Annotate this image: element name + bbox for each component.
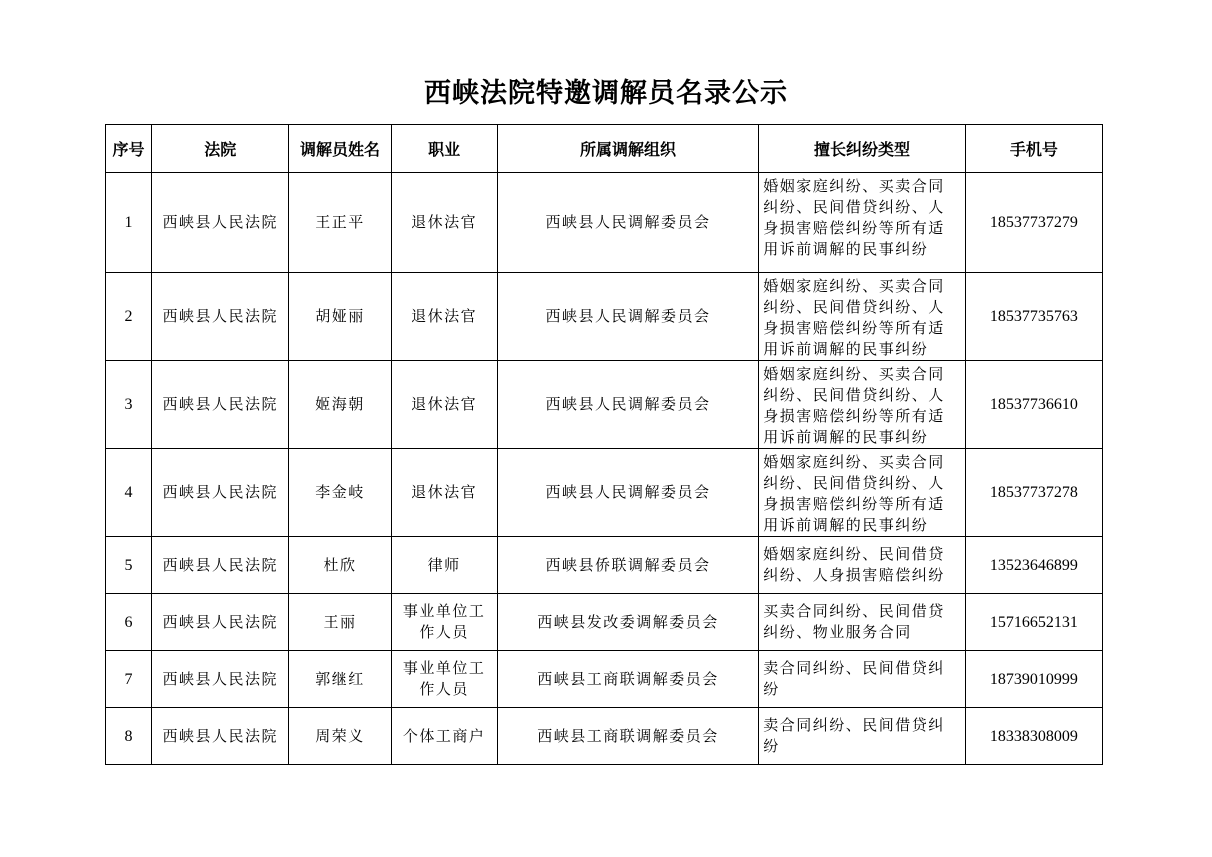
cell-dispute-types: 婚姻家庭纠纷、买卖合同纠纷、民间借贷纠纷、人身损害赔偿纠纷等所有适用诉前调解的民事纠纷: [759, 273, 965, 361]
cell-dispute-types: 婚姻家庭纠纷、民间借贷纠纷、人身损害赔偿纠纷: [759, 537, 965, 594]
header-dispute-types: 擅长纠纷类型: [759, 125, 965, 173]
cell-dispute-types: 卖合同纠纷、民间借贷纠纷: [759, 708, 965, 765]
table-row: [106, 537, 1103, 594]
cell-mediator-name: 周荣义: [289, 708, 391, 765]
cell-phone: 18537737279: [965, 173, 1102, 273]
cell-serial: 7: [106, 651, 152, 708]
cell-phone: 18739010999: [965, 651, 1102, 708]
cell-court: 西峡县人民法院: [152, 361, 289, 449]
header-occupation: 职业: [391, 125, 497, 173]
cell-occupation: 事业单位工作人员: [391, 594, 497, 651]
header-mediator-name: 调解员姓名: [289, 125, 391, 173]
table-row: [106, 173, 1103, 273]
cell-dispute-types: 买卖合同纠纷、民间借贷纠纷、物业服务合同: [759, 594, 965, 651]
table-row: [106, 273, 1103, 361]
cell-mediator-name: 杜欣: [289, 537, 391, 594]
cell-dispute-types: 婚姻家庭纠纷、买卖合同纠纷、民间借贷纠纷、人身损害赔偿纠纷等所有适用诉前调解的民事纠纷: [759, 361, 965, 449]
table-row: [106, 361, 1103, 449]
cell-organization: 西峡县侨联调解委员会: [497, 537, 759, 594]
cell-serial: 3: [106, 361, 152, 449]
cell-organization: 西峡县人民调解委员会: [497, 273, 759, 361]
cell-serial: 2: [106, 273, 152, 361]
header-court: 法院: [152, 125, 289, 173]
cell-phone: 18537736610: [965, 361, 1102, 449]
cell-organization: 西峡县人民调解委员会: [497, 449, 759, 537]
cell-occupation: 个体工商户: [391, 708, 497, 765]
cell-phone: 18338308009: [965, 708, 1102, 765]
page-title: 西峡法院特邀调解员名录公示: [424, 78, 788, 109]
cell-mediator-name: 姬海朝: [289, 361, 391, 449]
cell-occupation: 事业单位工作人员: [391, 651, 497, 708]
cell-organization: 西峡县工商联调解委员会: [497, 651, 759, 708]
cell-serial: 8: [106, 708, 152, 765]
cell-court: 西峡县人民法院: [152, 273, 289, 361]
header-organization: 所属调解组织: [497, 125, 759, 173]
cell-occupation: 律师: [391, 537, 497, 594]
cell-dispute-types: 卖合同纠纷、民间借贷纠纷: [759, 651, 965, 708]
cell-phone: 15716652131: [965, 594, 1102, 651]
cell-court: 西峡县人民法院: [152, 449, 289, 537]
cell-mediator-name: 胡娅丽: [289, 273, 391, 361]
cell-court: 西峡县人民法院: [152, 594, 289, 651]
cell-organization: 西峡县发改委调解委员会: [497, 594, 759, 651]
cell-occupation: 退休法官: [391, 449, 497, 537]
cell-organization: 西峡县人民调解委员会: [497, 361, 759, 449]
cell-mediator-name: 李金岐: [289, 449, 391, 537]
cell-dispute-types: 婚姻家庭纠纷、买卖合同纠纷、民间借贷纠纷、人身损害赔偿纠纷等所有适用诉前调解的民事纠纷: [759, 449, 965, 537]
cell-organization: 西峡县人民调解委员会: [497, 173, 759, 273]
cell-court: 西峡县人民法院: [152, 173, 289, 273]
cell-occupation: 退休法官: [391, 173, 497, 273]
cell-court: 西峡县人民法院: [152, 708, 289, 765]
cell-occupation: 退休法官: [391, 273, 497, 361]
table-row: [106, 708, 1103, 765]
table-row: [106, 594, 1103, 651]
cell-mediator-name: 王正平: [289, 173, 391, 273]
table-header-row: [106, 125, 1103, 173]
cell-occupation: 退休法官: [391, 361, 497, 449]
cell-court: 西峡县人民法院: [152, 651, 289, 708]
cell-serial: 1: [106, 173, 152, 273]
header-phone: 手机号: [965, 125, 1102, 173]
cell-phone: 18537735763: [965, 273, 1102, 361]
table-row: [106, 449, 1103, 537]
table-row: [106, 651, 1103, 708]
cell-phone: 18537737278: [965, 449, 1102, 537]
cell-serial: 5: [106, 537, 152, 594]
cell-dispute-types: 婚姻家庭纠纷、买卖合同纠纷、民间借贷纠纷、人身损害赔偿纠纷等所有适用诉前调解的民事纠纷: [759, 173, 965, 273]
cell-organization: 西峡县工商联调解委员会: [497, 708, 759, 765]
cell-mediator-name: 郭继红: [289, 651, 391, 708]
header-serial: 序号: [106, 125, 152, 173]
cell-mediator-name: 王丽: [289, 594, 391, 651]
cell-serial: 6: [106, 594, 152, 651]
mediator-roster-table: [105, 124, 1103, 765]
cell-phone: 13523646899: [965, 537, 1102, 594]
cell-serial: 4: [106, 449, 152, 537]
cell-court: 西峡县人民法院: [152, 537, 289, 594]
